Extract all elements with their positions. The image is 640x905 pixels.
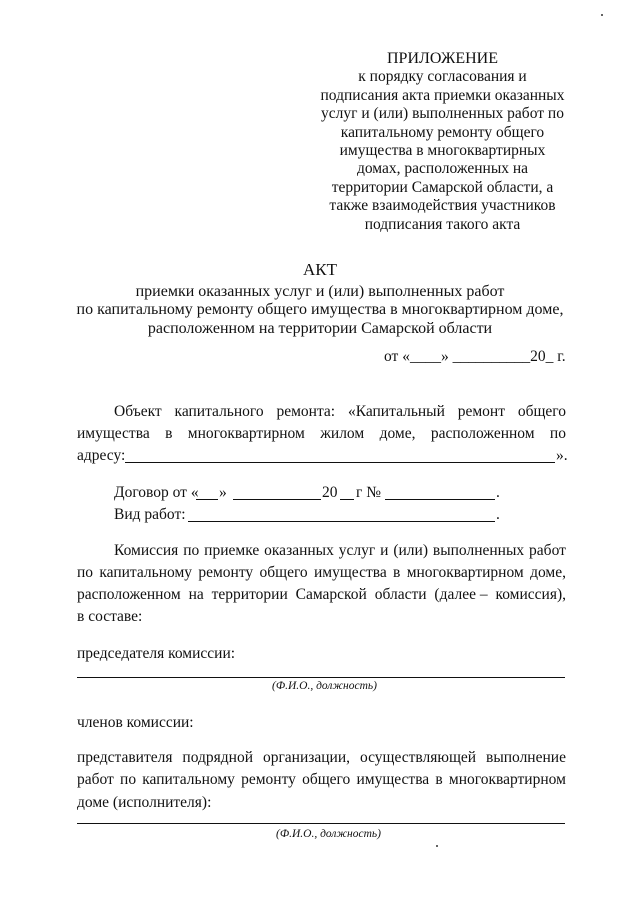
- address-end: ».: [556, 447, 568, 464]
- word: капитального: [174, 403, 264, 420]
- chairman-caption: (Ф.И.О., должность): [272, 680, 377, 692]
- word: по: [77, 564, 94, 581]
- word: расположенном: [430, 425, 535, 442]
- word: по: [183, 542, 200, 559]
- appendix-line: подписания такого акта: [364, 215, 521, 233]
- word: многоквартирном: [448, 771, 566, 788]
- word: представителя: [77, 749, 173, 766]
- act-subtitle-line: приемки оказанных услуг и (или) выполненных работ: [135, 282, 505, 300]
- date-prefix: от «: [384, 348, 410, 365]
- appendix-block: [300, 50, 585, 234]
- contractor-field[interactable]: [77, 823, 565, 824]
- word: комиссия),: [495, 586, 566, 603]
- word: Комиссия: [114, 542, 179, 559]
- commission-line-4: в составе:: [77, 608, 143, 625]
- contract-prefix: Договор от «: [114, 484, 199, 501]
- scan-speck: [436, 845, 438, 847]
- word: оказанных: [264, 542, 334, 559]
- scan-speck: [601, 14, 603, 16]
- date-suffix: _ г.: [545, 348, 566, 365]
- contractor-line-2: [77, 771, 566, 789]
- word: услуг: [338, 542, 376, 559]
- word: многоквартирном: [406, 564, 524, 581]
- word: работ: [529, 542, 566, 559]
- word: выполнение: [486, 749, 566, 766]
- word: по: [120, 771, 137, 788]
- contract-end: .: [496, 484, 500, 501]
- appendix-line: имущества в многоквартирных: [339, 142, 546, 160]
- appendix-line: капитальному ремонту общего: [340, 123, 545, 141]
- word: в: [165, 425, 173, 442]
- act-subtitle-line: расположенном на территории Самарской области: [147, 319, 493, 337]
- date-mid: »: [440, 348, 453, 365]
- act-date: [384, 348, 566, 366]
- word: приемке: [204, 542, 260, 559]
- commission-line-1: [114, 542, 566, 560]
- word: территории: [211, 586, 288, 603]
- work-type-label: Вид работ:: [114, 506, 186, 523]
- contractor-line-3: доме (исполнителя):: [77, 794, 212, 811]
- word: (или): [393, 542, 428, 559]
- appendix-line: подписания акта приемки оказанных: [320, 86, 565, 104]
- word: доме,: [379, 425, 416, 442]
- word: имущества: [314, 564, 387, 581]
- contractor-line-1: [77, 749, 566, 767]
- word: ремонт: [457, 403, 505, 420]
- date-month-blank[interactable]: __________: [452, 348, 531, 365]
- contract-day-field[interactable]: [196, 499, 218, 500]
- word: выполненных: [432, 542, 525, 559]
- appendix-title: ПРИЛОЖЕНИЕ: [386, 50, 498, 67]
- word: расположенном: [77, 586, 181, 603]
- commission-line-3: [77, 586, 566, 604]
- word: (далее –: [434, 586, 488, 603]
- word: по: [549, 425, 566, 442]
- word: капитальному: [142, 771, 235, 788]
- date-year: 20: [530, 348, 546, 365]
- word: работ: [77, 771, 114, 788]
- word: многоквартирном: [187, 425, 305, 442]
- word: имущества: [77, 425, 150, 442]
- word: ремонту: [241, 771, 296, 788]
- act-heading-block: [40, 261, 600, 338]
- object-line-1: [114, 403, 566, 421]
- contractor-caption: (Ф.И.О., должность): [276, 828, 381, 840]
- word: доме,: [530, 564, 566, 581]
- word: осуществляющей: [359, 749, 477, 766]
- word: «Капитальный: [347, 403, 445, 420]
- word: имущества: [356, 771, 430, 788]
- appendix-line: к порядку согласования и: [358, 68, 527, 86]
- contract-month-field[interactable]: [233, 499, 321, 500]
- act-subtitle-line: по капитальному ремонту общего имущества в многоквартирном доме,: [76, 301, 564, 318]
- appendix-line: также взаимодействия участников: [329, 197, 556, 215]
- word: и: [380, 542, 389, 559]
- act-heading: АКТ: [303, 260, 337, 279]
- word: на: [188, 586, 204, 603]
- contract-number-field[interactable]: [385, 499, 495, 500]
- contract-year-field[interactable]: [340, 499, 354, 500]
- word: общего: [302, 771, 351, 788]
- word: подрядной: [182, 749, 253, 766]
- contract-mid: »: [219, 484, 227, 501]
- work-type-end: .: [496, 506, 500, 523]
- word: общего: [517, 403, 566, 420]
- contract-number-label: г №: [356, 484, 382, 501]
- word: в: [393, 564, 401, 581]
- appendix-line: домах, расположенных на: [356, 160, 529, 178]
- word: Объект: [114, 403, 162, 420]
- commission-line-2: [77, 564, 566, 582]
- appendix-line: территории Самарской области, а: [331, 178, 554, 196]
- word: Самарской: [295, 586, 367, 603]
- word: области: [374, 586, 427, 603]
- word: ремонта:: [276, 403, 336, 420]
- word: ремонту: [198, 564, 254, 581]
- appendix-line: услуг и (или) выполненных работ по: [321, 105, 564, 123]
- contract-year: 20: [322, 484, 338, 501]
- chairman-label: председателя комиссии:: [77, 645, 236, 662]
- word: организации,: [262, 749, 351, 766]
- date-day-blank[interactable]: ____: [409, 348, 441, 365]
- chairman-field[interactable]: [77, 677, 565, 678]
- address-label: адресу:: [77, 447, 126, 464]
- work-type-field[interactable]: [188, 521, 495, 522]
- members-label: членов комиссии:: [77, 714, 194, 731]
- word: капитальному: [99, 564, 193, 581]
- word: в: [435, 771, 443, 788]
- object-line-2: [77, 425, 566, 443]
- address-field[interactable]: [125, 462, 555, 463]
- word: общего: [259, 564, 308, 581]
- word: жилом: [320, 425, 365, 442]
